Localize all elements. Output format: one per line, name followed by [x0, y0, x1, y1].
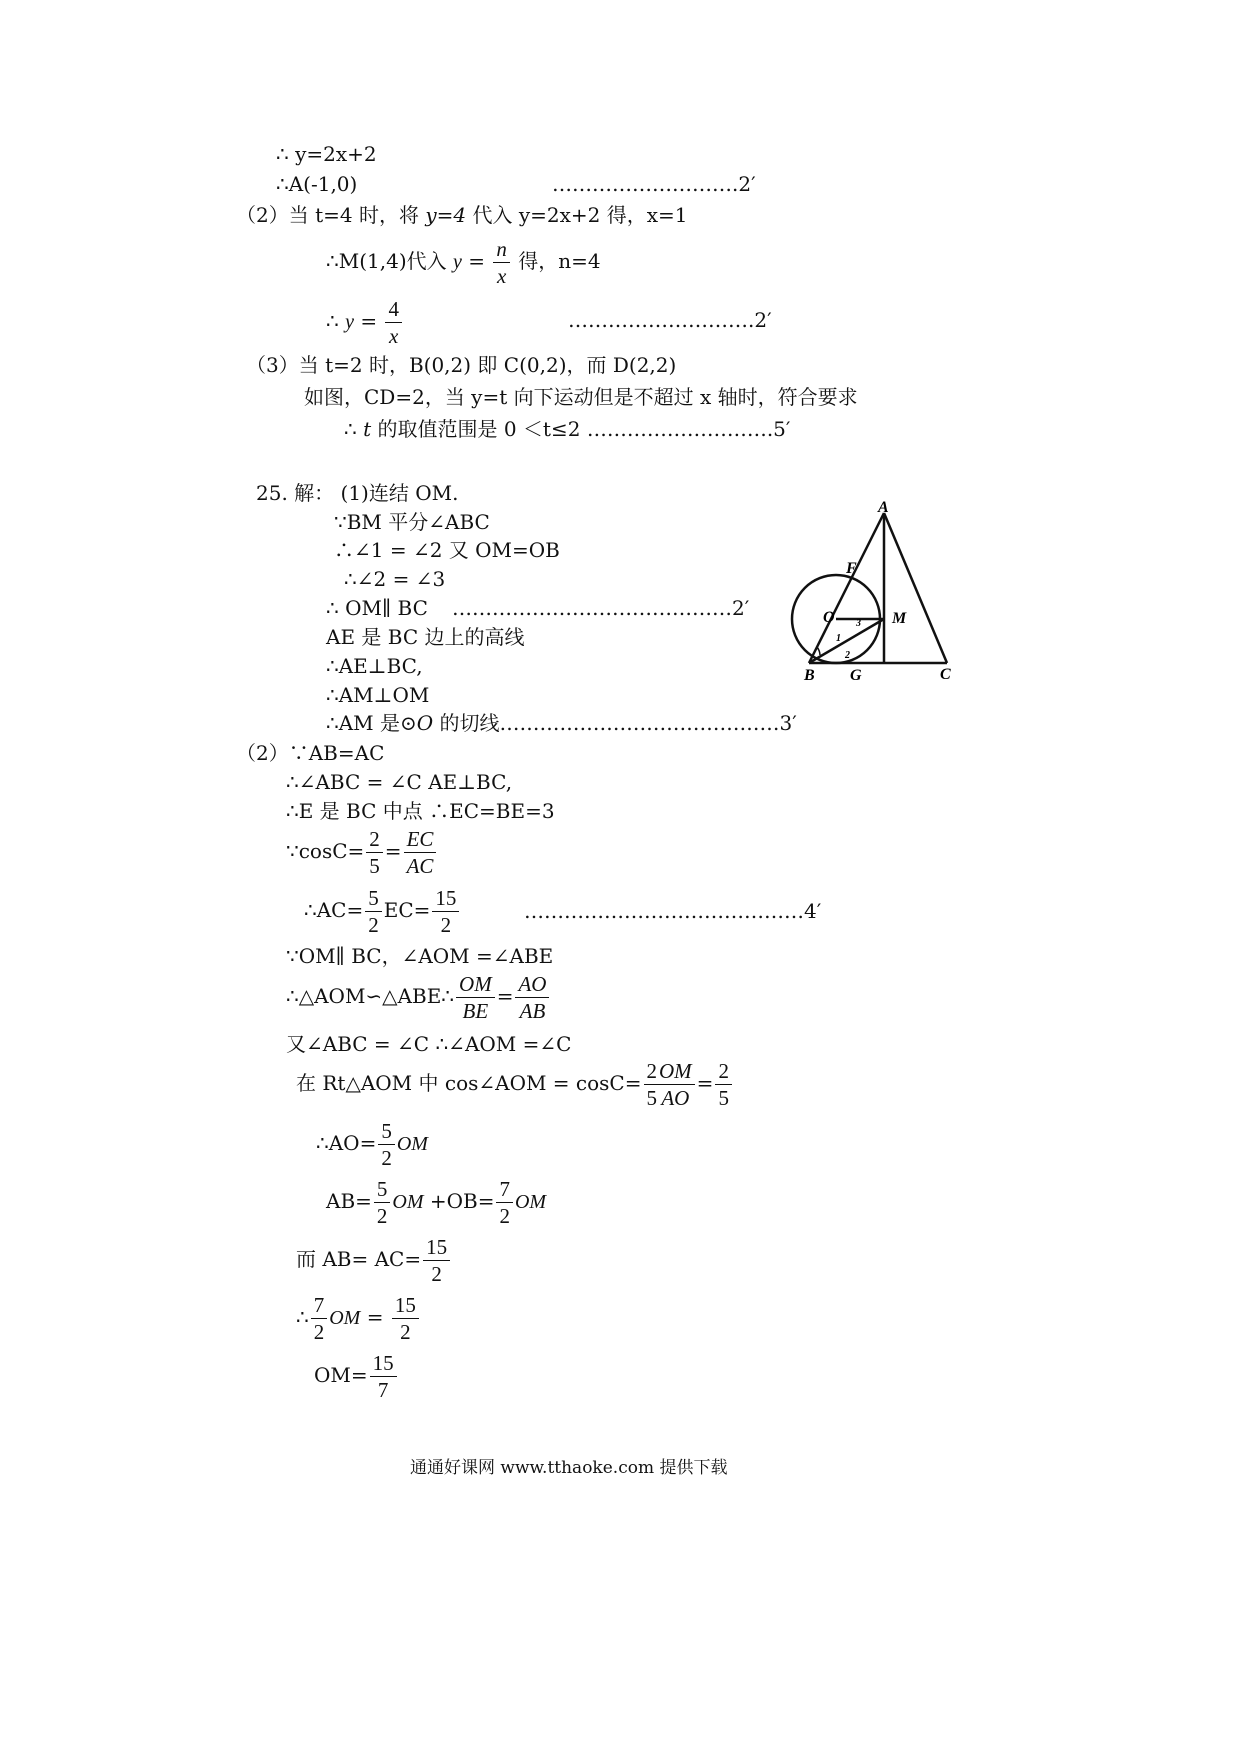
page-footer: 通通好课网 www.tthaoke.com 提供下载: [410, 1458, 728, 1478]
side-ac: [884, 513, 947, 663]
explain-line: 如图，CD=2，当 y=t 向下运动但是不超过 x 轴时，符合要求: [304, 385, 858, 409]
q25-b14: OM= $\frac{15}{7}$: [314, 1350, 399, 1403]
geometry-figure: [790, 495, 970, 690]
q25-b13: ∴ $\frac{7}{2}$ OM = $\frac{15}{2}$: [296, 1292, 421, 1345]
q25-part-2: （2）∵AB=AC: [236, 741, 385, 765]
label-angle-3: 3: [856, 618, 861, 629]
q25-b3: ∴E 是 BC 中点 ∴EC=BE=3: [286, 799, 555, 823]
score-2-c: ……………………………………2′: [452, 596, 750, 620]
label-m: M: [892, 610, 907, 627]
q25-step-2: ∴∠1 = ∠2 又 OM=OB: [334, 538, 560, 562]
q25-b8: 又∠ABC = ∠C ∴∠AOM =∠C: [286, 1032, 572, 1056]
part-2-line: （2）当 t=4 时，将 y=4 代入 y=2x+2 得，x=1: [236, 203, 688, 227]
q25-step-1: ∵BM 平分∠ABC: [334, 510, 490, 534]
label-b: B: [804, 667, 815, 684]
q25-b2: ∴∠ABC = ∠C AE⊥BC,: [286, 770, 513, 794]
label-angle-2: 2: [845, 650, 850, 661]
q25-b12: 而 AB= AC= $\frac{15}{2}$: [296, 1234, 452, 1287]
q25-step-3: ∴∠2 = ∠3: [344, 567, 446, 591]
q25-b5: ∴AC= $\frac{5}{2}$ EC= $\frac{15}{2}$: [304, 885, 461, 938]
label-o: O: [823, 609, 835, 626]
label-g: G: [850, 667, 862, 684]
score-2-a: ……………………….2′: [552, 172, 756, 196]
function-line: ∴ y = $\frac{4}{x}$: [326, 296, 404, 349]
q25-step-5: AE 是 BC 边上的高线: [326, 625, 525, 649]
point-a-line: ∴A(-1,0): [276, 172, 358, 196]
score-4: ……………………………………4′: [524, 899, 822, 923]
angle-arc: [817, 647, 820, 655]
q25-b9: 在 Rt△AOM 中 cos∠AOM = cosC= $\frac{2}{5}$: [296, 1058, 662, 1111]
q25-b10: ∴AO= $\frac{5}{2}$ OM: [316, 1119, 428, 1170]
q25-b9-ratio: $\frac{OM}{AO}$ = $\frac{2}{5}$: [654, 1058, 734, 1111]
eq-line-y: ∴ y=2x+2: [276, 142, 377, 166]
q25-b7: ∴△AOM∽△ABE∴ $\frac{OM}{BE}$ = $\frac{AO}{AB}$: [286, 971, 551, 1024]
label-angle-1: 1: [836, 633, 841, 644]
q25-heading: 25. 解： (1)连结 OM.: [256, 481, 459, 505]
label-f: F: [846, 560, 857, 577]
q25-step-7: ∴AM⊥OM: [326, 683, 430, 707]
score-2-b: ……………………….2′: [568, 308, 772, 332]
q25-b4: ∵cosC= $\frac{2}{5}$ = $\frac{EC}{AC}$: [286, 826, 438, 879]
part-3-line: （3）当 t=2 时，B(0,2) 即 C(0,2)，而 D(2,2): [246, 353, 677, 377]
q25-step-6: ∴AE⊥BC,: [326, 654, 423, 678]
point-m-line: ∴M(1,4)代入 y = $\frac{n}{x}$ 得，n=4: [326, 237, 601, 288]
fraction-4-over-x: $\frac{4}{x}$: [385, 296, 402, 349]
q25-step-4: ∴ OM∥ BC: [326, 596, 428, 620]
range-line: ∴ t 的取值范围是 0 ＜t≤2 ……………………….5′: [344, 417, 791, 441]
q25-b6: ∵OM∥ BC，∠AOM =∠ABE: [286, 944, 554, 968]
q25-b11: AB= $\frac{5}{2}$ OM +OB= $\frac{7}{2}$ OM: [326, 1177, 547, 1228]
q25-step-8: ∴AM 是⊙O 的切线……………………………………3′: [326, 711, 797, 735]
label-c: C: [940, 666, 951, 683]
label-a: A: [878, 499, 889, 516]
fraction-n-over-x: $\frac{n}{x}$: [493, 236, 510, 289]
